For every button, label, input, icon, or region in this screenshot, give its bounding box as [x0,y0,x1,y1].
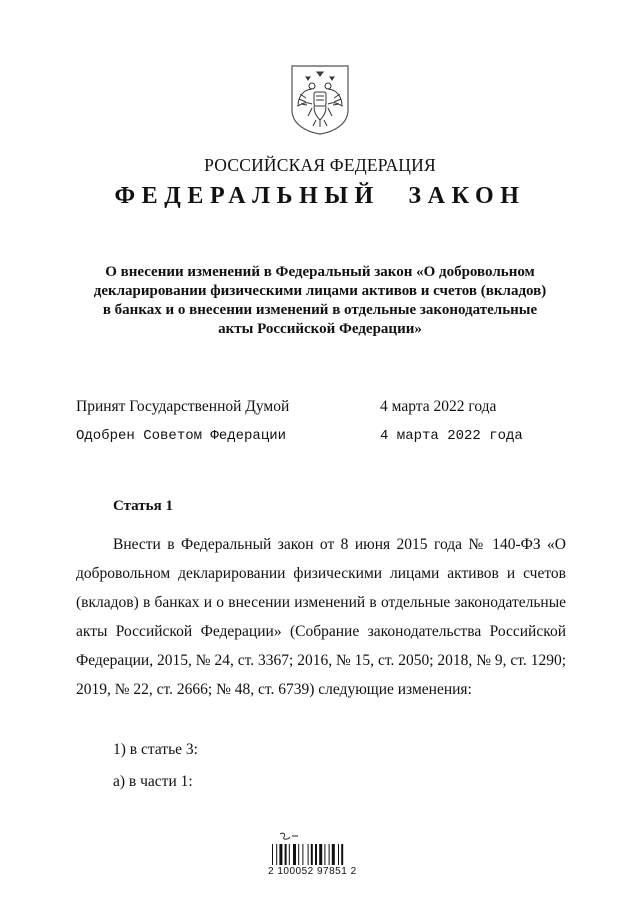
duma-adoption-label: Принят Государственной Думой [76,398,290,415]
barcode-number: 2 100052 97851 2 [268,866,357,877]
duma-adoption-date: 4 марта 2022 года [380,398,497,415]
law-title [60,263,580,339]
law-title-line: в банках и о внесении изменений в отдельные законодательные [102,302,538,318]
law-title-line: О внесении изменений в Федеральный закон «О добровольном [105,264,535,280]
law-title-line: декларировании физическими лицами активов и счетов (вкладов) [93,283,547,299]
article-paragraph: Внести в Федеральный закон от 8 июня 2015 года № 140-ФЗ «О добровольном декларировании физическими лицами активов и счетов (вкладов) в банках и о внесении изменений в отдельные законодательные акты Российской Федерации» (Собрание законодательства Российской Федерации, 2015, № 24, ст. 3367; 2016, № 15, ст. 2050; 2018, № 9, ст. 1290; 2019, № 22, ст. 2666; № 48, ст. 6739) следующие изменения: [76,536,566,698]
state-emblem-icon [288,62,352,136]
country-name: РОССИЙСКАЯ ФЕДЕРАЦИЯ [204,155,436,175]
article-body [76,530,566,704]
council-approval-label: Одобрен Советом Федерации [76,428,287,444]
list-item: а) в части 1: [113,773,193,790]
law-title-line: акты Российской Федерации» [218,321,422,337]
document-type: ФЕДЕРАЛЬНЫЙ ЗАКОН [114,183,526,209]
council-approval-date: 4 марта 2022 года [380,428,523,444]
article-heading: Статья 1 [113,498,173,514]
list-item: 1) в статье 3: [113,741,198,758]
